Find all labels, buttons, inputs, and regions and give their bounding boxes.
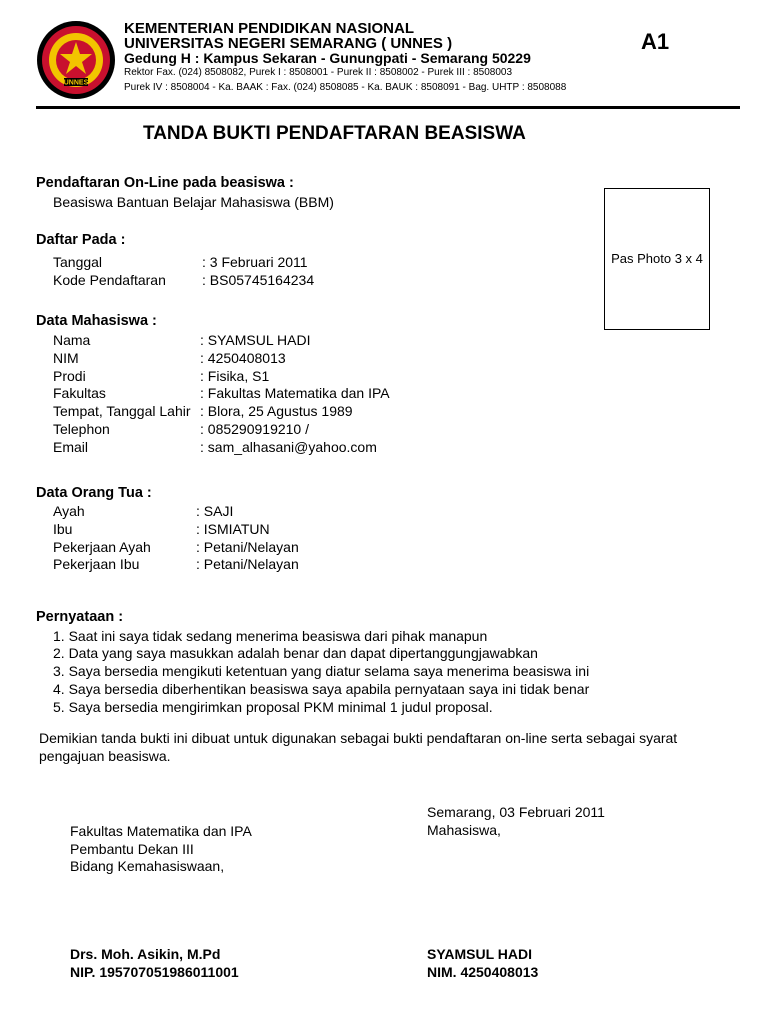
mahasiswa-value: : sam_alhasani@yahoo.com bbox=[200, 439, 377, 455]
daftar-value: : 3 Februari 2011 bbox=[202, 254, 308, 270]
official-name: Drs. Moh. Asikin, M.Pd bbox=[70, 946, 221, 962]
daftar-value: : BS05745164234 bbox=[202, 272, 315, 288]
orangtua-value: : Petani/Nelayan bbox=[196, 539, 299, 555]
header-contacts-2: Purek IV : 8508004 - Ka. BAAK : Fax. (024) 8508085 - Ka. BAUK : 8508091 - Bag. UHTP : 8508088 bbox=[124, 82, 567, 93]
header-address: Gedung H : Kampus Sekaran - Gunungpati - Semarang 50229 bbox=[124, 50, 531, 66]
photo-label: Pas Photo 3 x 4 bbox=[611, 251, 703, 266]
orangtua-label: Pekerjaan Ibu bbox=[53, 556, 140, 572]
logo-text: UNNES bbox=[63, 79, 89, 87]
orangtua-label: Pekerjaan Ayah bbox=[53, 539, 151, 555]
header-university: UNIVERSITAS NEGERI SEMARANG ( UNNES ) bbox=[124, 35, 453, 52]
mahasiswa-label: Prodi bbox=[53, 368, 86, 384]
pernyataan-item: 3. Saya bersedia mengikuti ketentuan yang diatur selama saya menerima beasiswa ini bbox=[53, 663, 590, 679]
faculty-name: Fakultas Matematika dan IPA bbox=[70, 823, 252, 839]
mahasiswa-value: : SYAMSUL HADI bbox=[200, 332, 311, 348]
registration-heading: Pendaftaran On-Line pada beasiswa : bbox=[36, 175, 294, 191]
photo-box bbox=[604, 188, 710, 330]
header-divider bbox=[36, 106, 740, 109]
header-ministry: KEMENTERIAN PENDIDIKAN NASIONAL bbox=[124, 20, 415, 37]
pernyataan-heading: Pernyataan : bbox=[36, 609, 124, 625]
official-position: Pembantu Dekan III bbox=[70, 841, 194, 857]
place-date: Semarang, 03 Februari 2011 bbox=[427, 804, 605, 820]
orangtua-label: Ibu bbox=[53, 521, 73, 537]
daftar-label: Kode Pendaftaran bbox=[53, 272, 166, 288]
pernyataan-item: 2. Data yang saya masukkan adalah benar dan dapat dipertanggungjawabkan bbox=[53, 645, 538, 661]
pernyataan-item: 1. Saat ini saya tidak sedang menerima beasiswa dari pihak manapun bbox=[53, 628, 488, 644]
form-code: A1 bbox=[641, 29, 670, 54]
daftar-label: Tanggal bbox=[53, 254, 103, 270]
mahasiswa-value: : Fakultas Matematika dan IPA bbox=[200, 385, 390, 401]
unnes-logo-icon bbox=[36, 20, 116, 100]
mahasiswa-value: : 085290919210 / bbox=[200, 421, 309, 437]
orangtua-value: : SAJI bbox=[196, 503, 234, 519]
mahasiswa-label: Tempat, Tanggal Lahir bbox=[53, 403, 191, 419]
mahasiswa-label: Telephon bbox=[53, 421, 110, 437]
student-nim: NIM. 4250408013 bbox=[427, 964, 539, 980]
mahasiswa-label: Fakultas bbox=[53, 385, 106, 401]
registration-value: Beasiswa Bantuan Belajar Mahasiswa (BBM) bbox=[53, 194, 334, 210]
mahasiswa-value: : 4250408013 bbox=[200, 350, 286, 366]
pernyataan-item: 5. Saya bersedia mengirimkan proposal PKM minimal 1 judul proposal. bbox=[53, 699, 493, 715]
mahasiswa-label: NIM bbox=[53, 350, 79, 366]
header-contacts-1: Rektor Fax. (024) 8508082, Purek I : 8508001 - Purek II : 8508002 - Purek III : 8508003 bbox=[124, 67, 513, 78]
orangtua-value: : Petani/Nelayan bbox=[196, 556, 299, 572]
orangtua-label: Ayah bbox=[53, 503, 85, 519]
official-department: Bidang Kemahasiswaan, bbox=[70, 858, 225, 874]
mahasiswa-value: : Fisika, S1 bbox=[200, 368, 270, 384]
mahasiswa-label: Email bbox=[53, 439, 89, 455]
student-name: SYAMSUL HADI bbox=[427, 946, 533, 962]
document-title: TANDA BUKTI PENDAFTARAN BEASISWA bbox=[143, 123, 526, 144]
mahasiswa-heading: Data Mahasiswa : bbox=[36, 313, 157, 329]
closing-line: Demikian tanda bukti ini dibuat untuk digunakan sebagai bukti pendaftaran on-line serta sebagai syarat bbox=[39, 730, 678, 746]
orangtua-heading: Data Orang Tua : bbox=[36, 485, 152, 501]
official-nip: NIP. 195707051986011001 bbox=[70, 964, 239, 980]
orangtua-value: : ISMIATUN bbox=[196, 521, 270, 537]
daftar-heading: Daftar Pada : bbox=[36, 232, 126, 248]
mahasiswa-value: : Blora, 25 Agustus 1989 bbox=[200, 403, 353, 419]
student-role: Mahasiswa, bbox=[427, 822, 501, 838]
pernyataan-item: 4. Saya bersedia diberhentikan beasiswa saya apabila pernyataan saya ini tidak benar bbox=[53, 681, 590, 697]
mahasiswa-label: Nama bbox=[53, 332, 91, 348]
closing-line: pengajuan beasiswa. bbox=[39, 748, 171, 764]
